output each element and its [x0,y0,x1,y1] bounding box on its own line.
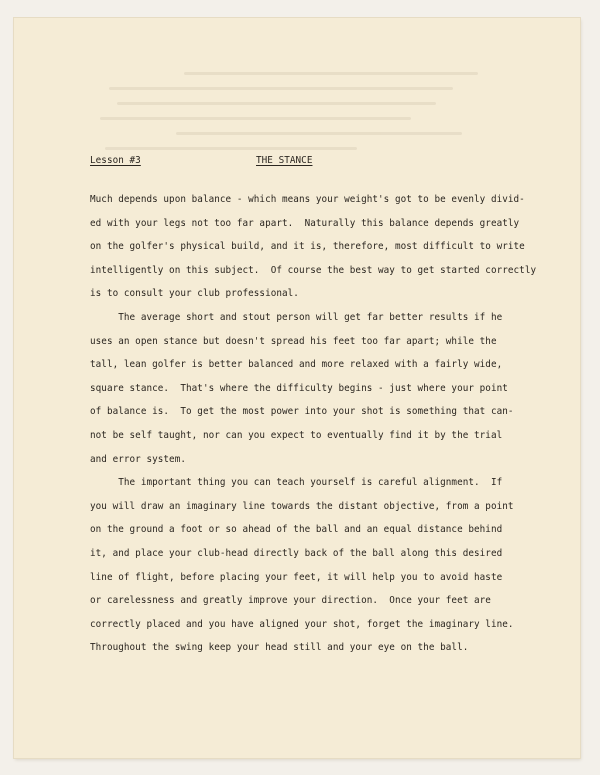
text-line: on the golfer's physical build, and it is, therefore, most difficult to write [90,241,525,253]
text-line: The average short and stout person will get far better results if he [90,311,503,323]
text-line: Throughout the swing keep your head still and your eye on the ball. [90,642,469,654]
text-line: tall, lean golfer is better balanced and more relaxed with a fairly wide, [90,359,503,371]
text-line: of balance is. To get the most power into your shot is something that can- [90,406,514,418]
paragraph-1 [90,188,550,306]
text-line: uses an open stance but doesn't spread his feet too far apart; while the [90,335,497,347]
page-title: THE STANCE [256,155,313,166]
text-line: it, and place your club-head directly back of the ball along this desired [90,547,503,559]
document-body [90,188,550,660]
paragraph-3 [90,471,550,660]
text-line: ed with your legs not too far apart. Naturally this balance depends greatly [90,217,520,229]
bleed-through-text [92,72,512,192]
lesson-label: Lesson #3 [90,155,141,166]
text-line: intelligently on this subject. Of course the best way to get started correctly [90,264,537,276]
document-header [0,155,600,169]
text-line: on the ground a foot or so ahead of the ball and an equal distance behind [90,524,503,536]
text-line: The important thing you can teach yourself is careful alignment. If [90,477,503,489]
text-line: line of flight, before placing your feet, it will help you to avoid haste [90,571,503,583]
text-line: correctly placed and you have aligned your shot, forget the imaginary line. [90,618,514,630]
paragraph-2 [90,306,550,471]
text-line: square stance. That's where the difficulty begins - just where your point [90,382,508,394]
text-line: not be self taught, nor can you expect to eventually find it by the trial [90,429,503,441]
text-line: is to consult your club professional. [90,288,299,300]
text-line: you will draw an imaginary line towards the distant objective, from a point [90,500,514,512]
text-line: and error system. [90,453,187,465]
text-line: Much depends upon balance - which means your weight's got to be evenly divid- [90,194,525,205]
text-line: or carelessness and greatly improve your direction. Once your feet are [90,595,491,607]
